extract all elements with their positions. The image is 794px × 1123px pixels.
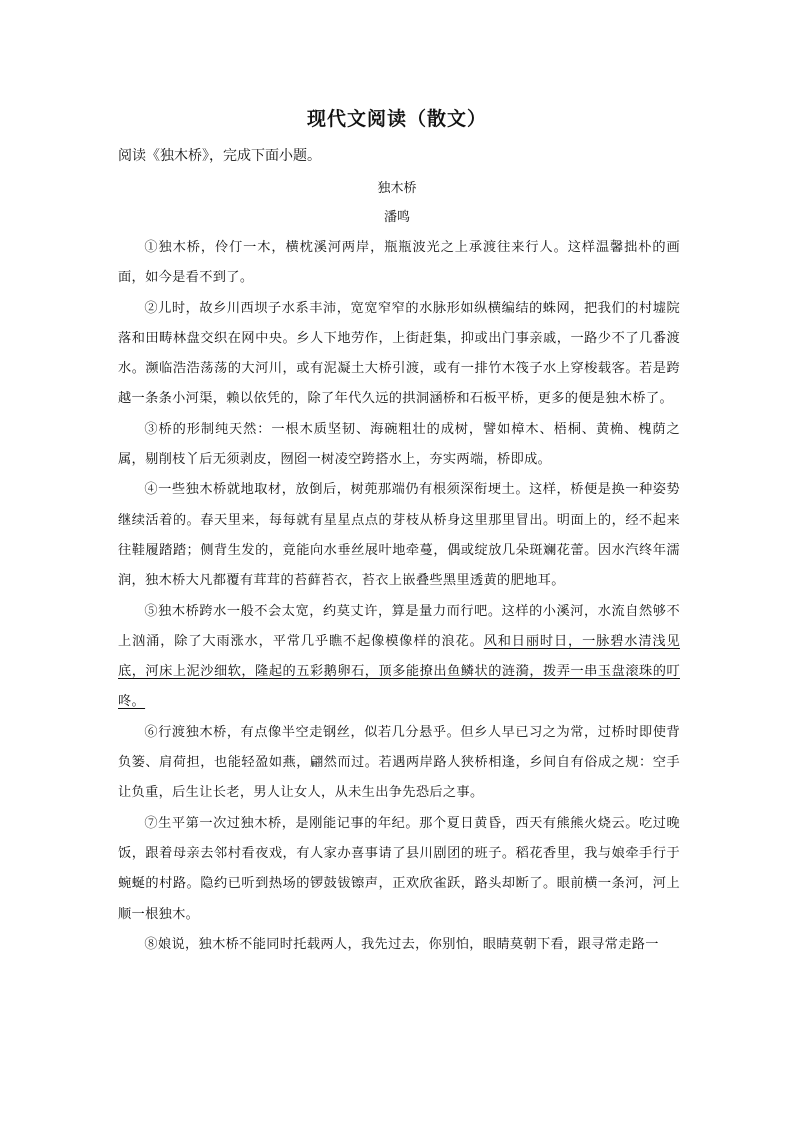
article-body (118, 233, 680, 960)
paragraph-3: ③桥的形制纯天然：一根木质坚韧、海碗粗壮的成树，譬如樟木、梧桐、黄桷、槐荫之属，剔削枝丫后无须剥皮，囫囵一树凌空跨搭水上，夯实两端，桥即成。 (118, 421, 680, 468)
paragraph-4: ④一些独木桥就地取材，放倒后，树蔸那端仍有根须深衔埂土。这样，桥便是换一种姿势继续活着的。春天里来，每每就有星星点点的芽枝从桥身这里那里冒出。明面上的，经不起来往鞋履踏踏；侧背生发的，竟能向水垂丝展叶地牵蔓，偶或绽放几朵斑斓花蕾。因水汽终年濡润，独木桥大凡都覆有茸茸的苔藓苔衣，苔衣上嵌叠些黑里透黄的肥地耳。 (118, 482, 680, 589)
paragraph-5-plain-text: ⑤独木桥跨水一般不会太宽，约莫丈许，算是量力而行吧。这样的小溪河，水流自然够不上汹涌，除了大雨涨水，平常几乎瞧不起像模像样的浪花。 (118, 603, 680, 649)
section-title: 现代文阅读（散文） (306, 108, 487, 130)
paragraph-1: ①独木桥，伶仃一木，横枕溪河两岸，瓶瓶波光之上承渡往来行人。这样温馨拙朴的画面，如今是看不到了。 (118, 240, 680, 286)
article-author: 潘鸣 (383, 210, 410, 225)
paragraph-2: ②儿时，故乡川西坝子水系丰沛，宽宽窄窄的水脉形如纵横编结的蛛网，把我们的村墟院落和田畴林盘交织在网中央。乡人下地劳作，上街赶集，抑或出门事亲戚，一路少不了几番渡水。濒临浩浩荡荡的大河川，或有泥凝土大桥引渡，或有一排竹木筏子水上穿梭载客。若是跨越一条条小河渠，赖以依凭的，除了年代久远的拱洞涵桥和石板平桥，更多的便是独木桥了。 (118, 300, 680, 407)
paragraph-5-underlined-text: 风和日丽时日，一脉碧水清浅见底，河床上泥沙细软，隆起的五彩鹅卵石，顶多能撩出鱼鳞状的涟漪，拨弄一串玉盘滚珠的叮咚。 (118, 633, 680, 710)
paragraph-7: ⑦生平第一次过独木桥，是刚能记事的年纪。那个夏日黄昏，西天有熊熊火烧云。吃过晚饭，跟着母亲去邻村看夜戏，有人家办喜事请了县川剧团的班子。稻花香里，我与娘牵手行于蜿蜒的村路。隐约已听到热场的锣鼓钹镲声，正欢欣雀跃，路头却断了。眼前横一条河，河上顺一根独木。 (118, 815, 680, 922)
paragraph-5 (118, 597, 680, 718)
reading-instruction: 阅读《独木桥》，完成下面小题。 (118, 148, 321, 164)
paragraph-8: ⑧娘说，独木桥不能同时托载两人，我先过去，你别怕，眼睛莫朝下看，跟寻常走路一 (144, 936, 659, 952)
paragraph-6: ⑥行渡独木桥，有点像半空走钢丝，似若几分悬乎。但乡人早已习之为常，过桥时即使背负篓、肩荷担，也能轻盈如燕，翩然而过。若遇两岸路人狭桥相逢，乡间自有俗成之规：空手让负重，后生让长老，男人让女人，从未生出争先恐后之事。 (118, 724, 680, 801)
article-title: 独木桥 (377, 181, 417, 196)
